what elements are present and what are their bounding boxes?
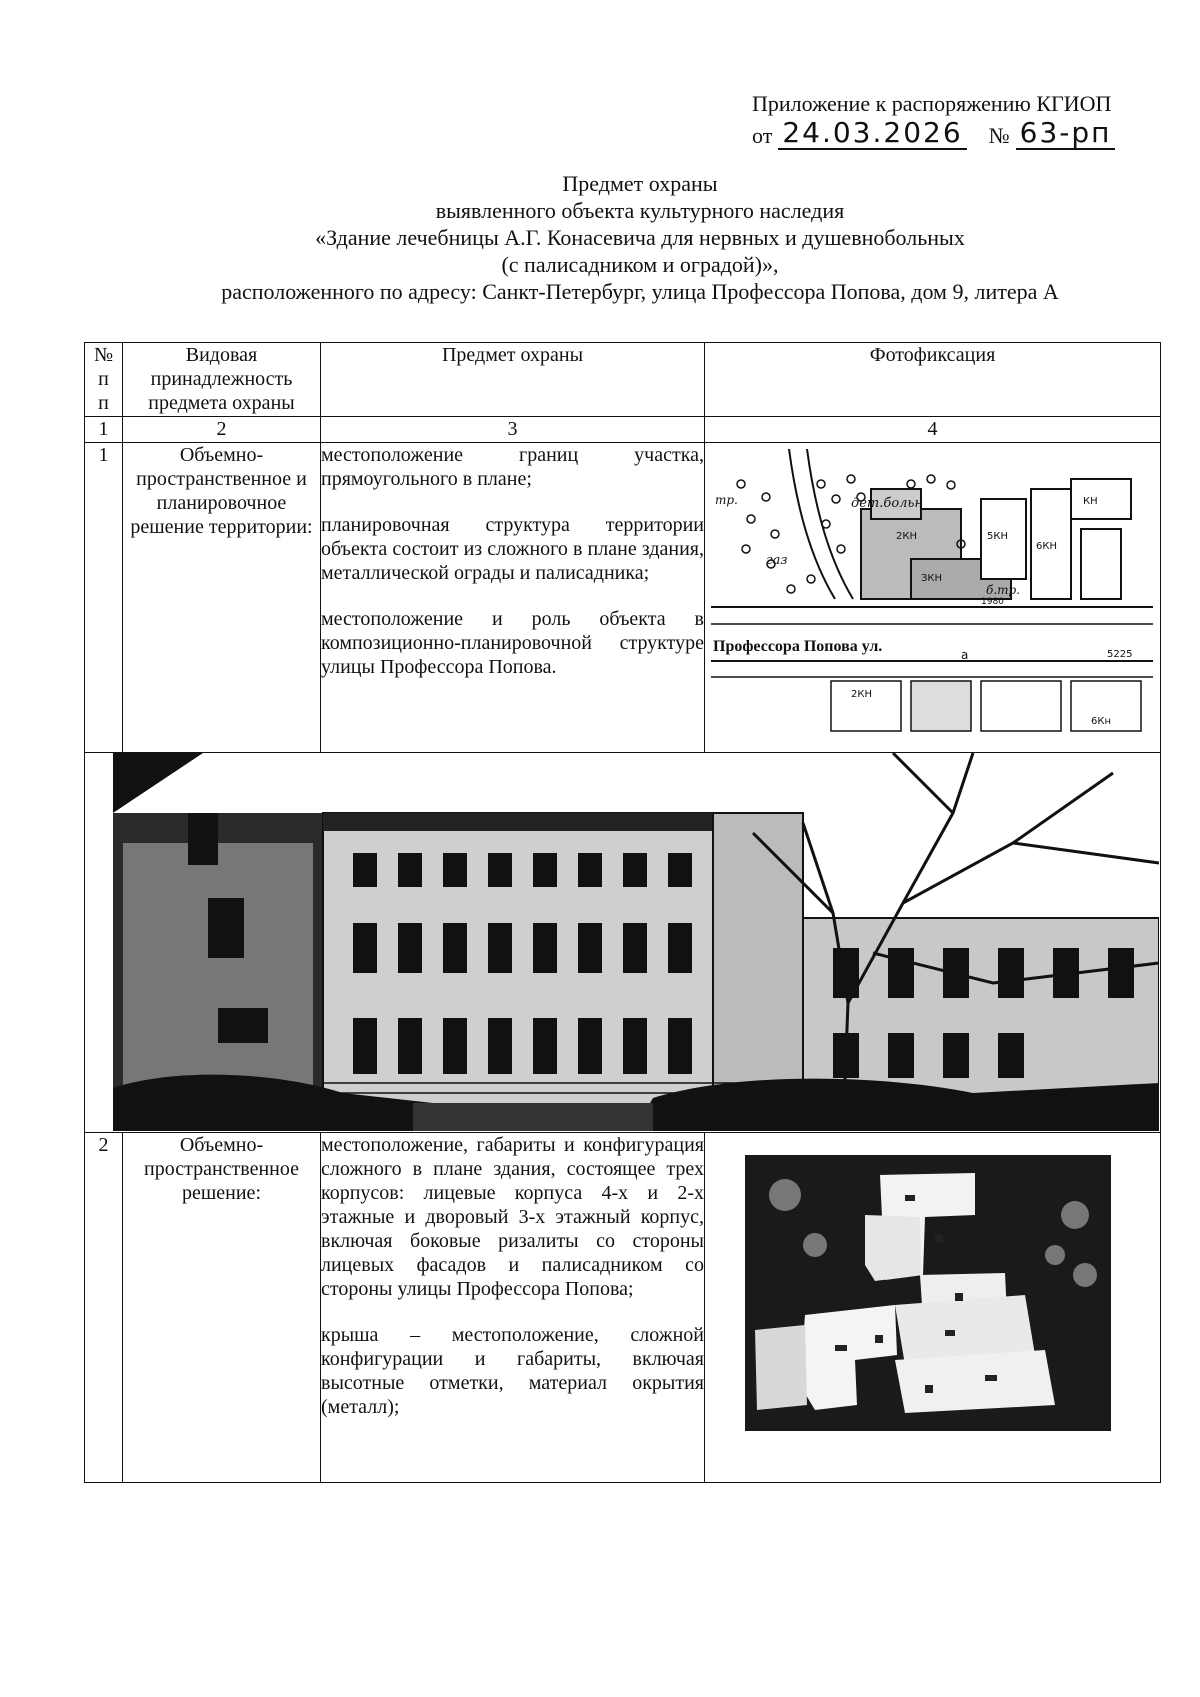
photo-row	[85, 753, 1161, 1133]
subject-paragraph: местоположение, габариты и конфигурация сложного в плане здания, состоящее трех корпусов: лицевые корпуса 4-х и 2-х этажные и дворовый 3-х этажный корпус, включая боковые ризалиты со стороны лицевых фасадов и палисадником со стороны улицы Профессора Попова;	[321, 1134, 704, 1300]
header-kind: Видовая принадлежность предмета охраны	[123, 343, 321, 417]
map-label: тр.	[715, 493, 738, 507]
col-number: 4	[705, 417, 1161, 443]
map-street-label: Профессора Попова ул.	[713, 638, 883, 655]
map-label: КН	[1083, 496, 1098, 507]
appendix-header	[752, 90, 1162, 150]
table-row	[85, 443, 1161, 753]
row-kind: Объемно-пространственное решение:	[123, 1133, 321, 1483]
map-label: ЗКН	[921, 573, 943, 584]
column-numbers-row	[85, 417, 1161, 443]
protection-subject-table	[84, 342, 1161, 1483]
row-subject	[321, 443, 705, 753]
appendix-title: Приложение к распоряжению КГИОП	[752, 91, 1112, 116]
title-line-3: «Здание лечебницы А.Г. Конасевича для нервных и душевнобольных	[315, 225, 965, 250]
map-label: дет.больн	[851, 496, 924, 511]
aerial-roof-photo	[745, 1155, 1111, 1431]
subject-paragraph: местоположение границ участка, прямоугольного в плане;	[321, 444, 704, 490]
row-subject	[321, 1133, 705, 1483]
document-title	[60, 170, 1200, 305]
title-line-4: (с палисадником и оградой)»,	[501, 252, 779, 277]
map-label: 2КН	[896, 531, 917, 542]
handwritten-number: 63-рп	[1016, 118, 1116, 150]
header-photo: Фотофиксация	[705, 343, 1161, 417]
street-photo-cell	[85, 753, 1161, 1133]
map-label: 1980	[981, 597, 1004, 607]
cadastral-map-image	[711, 449, 1153, 741]
map-label: 2КН	[851, 689, 872, 700]
subject-paragraph: местоположение и роль объекта в композиционно-планировочной структуре улицы Профессора Попова.	[321, 608, 704, 678]
map-label: 5225	[1107, 649, 1133, 660]
number-label: №	[988, 123, 1010, 148]
row-photo	[705, 1133, 1161, 1483]
appendix-date-line	[752, 118, 1162, 150]
map-label: 6Кн	[1091, 716, 1111, 727]
row-number: 1	[85, 443, 123, 753]
header-num: № п п	[85, 343, 123, 417]
street-facade-photo	[113, 753, 1159, 1131]
title-line-2: выявленного объекта культурного наследия	[435, 198, 845, 223]
header-subject: Предмет охраны	[321, 343, 705, 417]
row-number: 2	[85, 1133, 123, 1483]
title-line-5: расположенного по адресу: Санкт-Петербург, улица Профессора Попова, дом 9, литера А	[221, 279, 1059, 304]
table-row	[85, 1133, 1161, 1483]
map-label: 6КН	[1036, 541, 1057, 552]
row-kind: Объемно-пространственное и планировочное решение территории:	[123, 443, 321, 753]
col-number: 2	[123, 417, 321, 443]
handwritten-date: 24.03.2026	[778, 118, 966, 150]
table-header-row	[85, 343, 1161, 417]
from-label: от	[752, 123, 773, 148]
map-label: 5КН	[987, 531, 1008, 542]
map-label: газ	[766, 553, 788, 568]
col-number: 1	[85, 417, 123, 443]
map-label: б.тр.	[986, 583, 1021, 597]
subject-paragraph: крыша – местоположение, сложной конфигурации и габариты, включая высотные отметки, материал окрытия (металл);	[321, 1324, 704, 1418]
row-photo	[705, 443, 1161, 753]
subject-paragraph: планировочная структура территории объекта состоит из сложного в плане здания, металлической ограды и палисадника;	[321, 514, 704, 584]
title-line-1: Предмет охраны	[562, 171, 718, 196]
map-label: а	[961, 648, 969, 662]
col-number: 3	[321, 417, 705, 443]
